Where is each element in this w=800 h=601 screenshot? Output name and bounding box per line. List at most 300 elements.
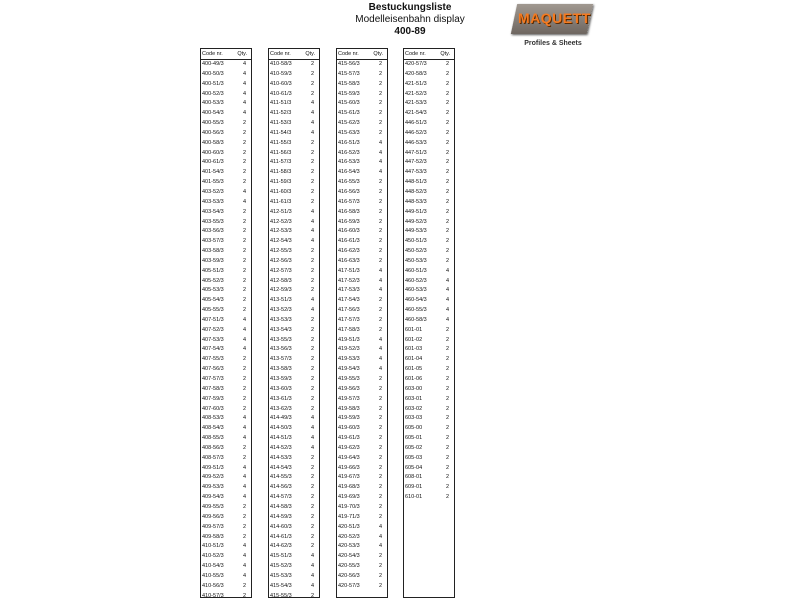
- table-row: [404, 99, 454, 109]
- part-qty: 4: [378, 277, 382, 284]
- part-qty: 4: [242, 188, 246, 195]
- part-code: 449-51/3: [405, 208, 427, 215]
- part-qty: 4: [310, 553, 314, 560]
- part-code: 403-52/3: [202, 188, 224, 195]
- header-qty: Qty.: [305, 51, 315, 57]
- part-code: 417-57/3: [338, 316, 360, 323]
- part-code: 605-02: [405, 444, 423, 451]
- part-code: 403-58/3: [202, 248, 224, 255]
- table-row: [404, 208, 454, 218]
- part-code: 410-61/3: [270, 90, 292, 97]
- part-qty: 4: [242, 90, 246, 97]
- part-code: 601-03: [405, 346, 423, 353]
- part-qty: 2: [310, 366, 314, 373]
- part-qty: 2: [310, 523, 314, 530]
- column-header: [404, 49, 454, 60]
- part-code: 416-57/3: [338, 198, 360, 205]
- part-qty: 2: [310, 326, 314, 333]
- table-row: [201, 336, 251, 346]
- part-code: 419-68/3: [338, 484, 360, 491]
- part-code: 413-54/3: [270, 326, 292, 333]
- part-qty: 4: [310, 415, 314, 422]
- table-row: [269, 375, 319, 385]
- part-qty: 4: [310, 297, 314, 304]
- part-code: 407-53/3: [202, 336, 224, 343]
- part-code: 414-53/3: [270, 454, 292, 461]
- table-row: [201, 208, 251, 218]
- table-row: [337, 70, 387, 80]
- part-qty: 2: [378, 316, 382, 323]
- table-row: [337, 277, 387, 287]
- part-qty: 2: [378, 90, 382, 97]
- table-row: [404, 473, 454, 483]
- part-code: 414-62/3: [270, 543, 292, 550]
- part-qty: 2: [310, 188, 314, 195]
- part-code: 419-60/3: [338, 425, 360, 432]
- part-qty: 2: [242, 179, 246, 186]
- table-row: [269, 188, 319, 198]
- part-qty: 2: [310, 484, 314, 491]
- table-row: [337, 513, 387, 523]
- part-qty: 2: [310, 592, 314, 599]
- part-code: 417-51/3: [338, 267, 360, 274]
- table-row: [404, 286, 454, 296]
- part-qty: 2: [445, 169, 449, 176]
- part-qty: 4: [242, 553, 246, 560]
- part-code: 411-53/3: [270, 120, 292, 127]
- part-qty: 2: [378, 474, 382, 481]
- part-qty: 4: [242, 61, 246, 67]
- part-qty: 2: [445, 494, 449, 501]
- table-row: [269, 405, 319, 415]
- part-code: 410-57/3: [202, 592, 224, 599]
- part-code: 400-54/3: [202, 110, 224, 117]
- part-qty: 2: [445, 179, 449, 186]
- part-code: 415-51/3: [270, 553, 292, 560]
- part-qty: 2: [310, 513, 314, 520]
- table-row: [404, 355, 454, 365]
- part-code: 609-01: [405, 484, 423, 491]
- part-code: 460-54/3: [405, 297, 427, 304]
- table-row: [337, 296, 387, 306]
- part-code: 407-51/3: [202, 316, 224, 323]
- table-row: [201, 326, 251, 336]
- part-code: 410-52/3: [202, 553, 224, 560]
- table-row: [201, 562, 251, 572]
- part-code: 419-53/3: [338, 356, 360, 363]
- part-code: 405-53/3: [202, 287, 224, 294]
- part-qty: 2: [445, 90, 449, 97]
- part-code: 411-57/3: [270, 159, 292, 166]
- table-row: [269, 424, 319, 434]
- part-code: 408-53/3: [202, 415, 224, 422]
- part-qty: 4: [310, 582, 314, 589]
- part-qty: 2: [445, 346, 449, 353]
- part-code: 413-62/3: [270, 405, 292, 412]
- table-row: [201, 473, 251, 483]
- table-row: [201, 109, 251, 119]
- part-code: 415-62/3: [338, 120, 360, 127]
- part-code: 400-58/3: [202, 139, 224, 146]
- table-row: [201, 424, 251, 434]
- part-code: 403-55/3: [202, 218, 224, 225]
- table-row: [269, 168, 319, 178]
- part-qty: 4: [310, 563, 314, 570]
- table-row: [337, 60, 387, 70]
- part-qty: 2: [242, 582, 246, 589]
- part-qty: 2: [242, 228, 246, 235]
- part-code: 410-55/3: [202, 572, 224, 579]
- part-qty: 2: [310, 277, 314, 284]
- part-code: 403-54/3: [202, 208, 224, 215]
- part-qty: 2: [310, 464, 314, 471]
- table-row: [404, 424, 454, 434]
- part-code: 605-04: [405, 464, 423, 471]
- table-row: [201, 70, 251, 80]
- table-row: [337, 473, 387, 483]
- part-qty: 2: [310, 61, 314, 67]
- part-code: 405-54/3: [202, 297, 224, 304]
- table-row: [337, 208, 387, 218]
- table-row: [337, 542, 387, 552]
- part-qty: 2: [445, 228, 449, 235]
- part-code: 407-59/3: [202, 395, 224, 402]
- part-qty: 2: [378, 435, 382, 442]
- part-qty: 4: [242, 425, 246, 432]
- part-qty: 4: [242, 563, 246, 570]
- part-code: 420-58/3: [405, 70, 427, 77]
- part-code: 408-54/3: [202, 425, 224, 432]
- table-row: [269, 277, 319, 287]
- part-qty: 2: [242, 208, 246, 215]
- part-qty: 4: [445, 307, 449, 314]
- table-row: [269, 237, 319, 247]
- part-qty: 4: [242, 415, 246, 422]
- table-row: [404, 60, 454, 70]
- table-row: [269, 395, 319, 405]
- table-row: [201, 375, 251, 385]
- part-qty: 2: [378, 179, 382, 186]
- table-row: [269, 365, 319, 375]
- part-code: 400-61/3: [202, 159, 224, 166]
- part-code: 414-51/3: [270, 435, 292, 442]
- part-qty: 4: [445, 287, 449, 294]
- table-row: [337, 493, 387, 503]
- part-code: 419-64/3: [338, 454, 360, 461]
- column-rows: [269, 60, 319, 601]
- table-row: [404, 247, 454, 257]
- part-qty: 4: [310, 100, 314, 107]
- part-code: 415-52/3: [270, 563, 292, 570]
- part-qty: 2: [310, 287, 314, 294]
- part-qty: 4: [378, 543, 382, 550]
- part-qty: 2: [242, 454, 246, 461]
- part-qty: 2: [378, 513, 382, 520]
- part-code: 414-54/3: [270, 464, 292, 471]
- part-qty: 4: [378, 287, 382, 294]
- part-qty: 2: [310, 248, 314, 255]
- part-qty: 2: [310, 543, 314, 550]
- part-code: 411-51/3: [270, 100, 292, 107]
- header-code: Code nr.: [338, 51, 359, 57]
- part-qty: 2: [445, 70, 449, 77]
- table-row: [337, 188, 387, 198]
- part-qty: 2: [310, 139, 314, 146]
- part-code: 414-57/3: [270, 494, 292, 501]
- part-qty: 2: [310, 336, 314, 343]
- part-code: 420-52/3: [338, 533, 360, 540]
- table-row: [404, 385, 454, 395]
- part-qty: 2: [445, 474, 449, 481]
- column-header: [269, 49, 319, 60]
- part-code: 400-55/3: [202, 120, 224, 127]
- part-qty: 2: [445, 454, 449, 461]
- header-qty: Qty.: [373, 51, 383, 57]
- table-row: [404, 227, 454, 237]
- part-code: 420-57/3: [405, 61, 427, 67]
- part-qty: 2: [378, 572, 382, 579]
- part-qty: 2: [445, 405, 449, 412]
- part-qty: 2: [445, 385, 449, 392]
- part-qty: 2: [310, 356, 314, 363]
- part-code: 407-58/3: [202, 385, 224, 392]
- part-qty: 2: [445, 257, 449, 264]
- table-row: [337, 149, 387, 159]
- table-row: [201, 247, 251, 257]
- table-row: [201, 493, 251, 503]
- table-row: [337, 237, 387, 247]
- part-code: 400-50/3: [202, 70, 224, 77]
- part-qty: 4: [242, 80, 246, 87]
- table-row: [201, 237, 251, 247]
- part-code: 415-57/3: [338, 70, 360, 77]
- part-qty: 2: [242, 139, 246, 146]
- part-code: 420-57/3: [338, 582, 360, 589]
- table-row: [269, 149, 319, 159]
- part-qty: 4: [378, 523, 382, 530]
- part-qty: 2: [445, 198, 449, 205]
- part-code: 415-56/3: [338, 61, 360, 67]
- table-row: [269, 326, 319, 336]
- part-qty: 2: [378, 395, 382, 402]
- part-qty: 2: [242, 159, 246, 166]
- part-code: 416-61/3: [338, 238, 360, 245]
- part-qty: 2: [242, 257, 246, 264]
- part-code: 400-49/3: [202, 61, 224, 67]
- part-code: 413-58/3: [270, 366, 292, 373]
- part-qty: 4: [242, 326, 246, 333]
- part-qty: 2: [378, 100, 382, 107]
- column-header: [337, 49, 387, 60]
- part-qty: 2: [445, 376, 449, 382]
- part-qty: 2: [378, 444, 382, 451]
- table-row: [404, 493, 454, 503]
- part-code: 419-57/3: [338, 395, 360, 402]
- part-qty: 2: [310, 80, 314, 87]
- table-row: [201, 60, 251, 70]
- table-row: [269, 316, 319, 326]
- part-code: 601-06: [405, 376, 423, 382]
- part-qty: 2: [310, 169, 314, 176]
- page-title: Bestuckungsliste: [368, 2, 452, 13]
- parts-column-4: [403, 48, 455, 598]
- table-row: [269, 178, 319, 188]
- part-qty: 2: [378, 563, 382, 570]
- table-row: [201, 345, 251, 355]
- part-code: 415-54/3: [270, 582, 292, 589]
- part-qty: 2: [445, 238, 449, 245]
- part-qty: 2: [310, 405, 314, 412]
- part-code: 601-02: [405, 336, 423, 343]
- part-code: 409-54/3: [202, 494, 224, 501]
- part-code: 414-59/3: [270, 513, 292, 520]
- part-qty: 2: [242, 356, 246, 363]
- part-code: 603-01: [405, 395, 423, 402]
- table-row: [404, 237, 454, 247]
- part-code: 400-60/3: [202, 149, 224, 156]
- part-code: 460-58/3: [405, 316, 427, 323]
- part-code: 414-52/3: [270, 444, 292, 451]
- part-code: 410-54/3: [202, 563, 224, 570]
- part-code: 405-55/3: [202, 307, 224, 314]
- table-row: [337, 158, 387, 168]
- table-row: [404, 129, 454, 139]
- table-row: [201, 316, 251, 326]
- part-code: 407-57/3: [202, 376, 224, 382]
- part-code: 411-54/3: [270, 129, 292, 136]
- part-code: 411-59/3: [270, 179, 292, 186]
- table-row: [404, 405, 454, 415]
- part-qty: 2: [378, 257, 382, 264]
- table-row: [269, 336, 319, 346]
- part-code: 420-53/3: [338, 543, 360, 550]
- table-row: [269, 483, 319, 493]
- table-row: [201, 158, 251, 168]
- part-qty: 4: [378, 169, 382, 176]
- part-qty: 2: [378, 218, 382, 225]
- table-row: [337, 503, 387, 513]
- table-row: [337, 316, 387, 326]
- part-code: 400-52/3: [202, 90, 224, 97]
- part-qty: 4: [310, 444, 314, 451]
- table-row: [201, 306, 251, 316]
- part-qty: 2: [378, 503, 382, 510]
- table-row: [404, 267, 454, 277]
- part-code: 405-52/3: [202, 277, 224, 284]
- part-code: 419-51/3: [338, 336, 360, 343]
- table-row: [404, 198, 454, 208]
- table-row: [201, 129, 251, 139]
- part-qty: 2: [378, 582, 382, 589]
- part-code: 608-01: [405, 474, 423, 481]
- part-qty: 2: [242, 287, 246, 294]
- part-code: 601-05: [405, 366, 423, 373]
- part-qty: 2: [242, 277, 246, 284]
- table-row: [269, 355, 319, 365]
- part-code: 413-61/3: [270, 395, 292, 402]
- part-code: 414-49/3: [270, 415, 292, 422]
- part-qty: 2: [242, 129, 246, 136]
- part-qty: 2: [310, 179, 314, 186]
- table-row: [404, 483, 454, 493]
- part-qty: 2: [445, 464, 449, 471]
- brand-logo: [512, 2, 592, 52]
- part-code: 410-59/3: [270, 70, 292, 77]
- part-qty: 2: [378, 198, 382, 205]
- part-qty: 2: [378, 484, 382, 491]
- table-row: [201, 178, 251, 188]
- part-code: 412-53/3: [270, 228, 292, 235]
- part-qty: 4: [310, 110, 314, 117]
- table-row: [337, 424, 387, 434]
- part-qty: 2: [242, 533, 246, 540]
- table-row: [201, 395, 251, 405]
- part-code: 409-51/3: [202, 464, 224, 471]
- table-row: [337, 168, 387, 178]
- part-code: 411-56/3: [270, 149, 292, 156]
- part-code: 447-51/3: [405, 149, 427, 156]
- table-row: [201, 552, 251, 562]
- part-code: 419-70/3: [338, 503, 360, 510]
- table-row: [269, 493, 319, 503]
- logo-wordmark: MAQUETT: [518, 10, 591, 26]
- table-row: [337, 385, 387, 395]
- part-qty: 2: [378, 248, 382, 255]
- part-code: 403-59/3: [202, 257, 224, 264]
- part-qty: 2: [445, 120, 449, 127]
- table-row: [201, 405, 251, 415]
- table-row: [404, 277, 454, 287]
- part-code: 413-52/3: [270, 307, 292, 314]
- part-qty: 2: [310, 90, 314, 97]
- part-qty: 2: [445, 435, 449, 442]
- part-qty: 4: [378, 159, 382, 166]
- part-qty: 4: [445, 316, 449, 323]
- table-row: [269, 414, 319, 424]
- part-code: 460-55/3: [405, 307, 427, 314]
- part-code: 407-55/3: [202, 356, 224, 363]
- part-qty: 2: [445, 484, 449, 491]
- table-row: [269, 296, 319, 306]
- part-qty: 2: [310, 454, 314, 461]
- part-code: 414-56/3: [270, 484, 292, 491]
- table-row: [269, 129, 319, 139]
- part-code: 605-00: [405, 425, 423, 432]
- part-qty: 2: [242, 523, 246, 530]
- part-qty: 2: [242, 444, 246, 451]
- table-row: [201, 168, 251, 178]
- table-row: [337, 533, 387, 543]
- table-row: [201, 483, 251, 493]
- part-code: 419-58/3: [338, 405, 360, 412]
- part-code: 405-51/3: [202, 267, 224, 274]
- part-qty: 2: [378, 553, 382, 560]
- part-code: 460-52/3: [405, 277, 427, 284]
- part-qty: 2: [378, 120, 382, 127]
- part-code: 414-58/3: [270, 503, 292, 510]
- part-code: 415-58/3: [338, 80, 360, 87]
- part-qty: 2: [445, 100, 449, 107]
- table-row: [201, 198, 251, 208]
- part-qty: 2: [378, 238, 382, 245]
- part-qty: 2: [310, 70, 314, 77]
- table-row: [404, 365, 454, 375]
- part-qty: 2: [445, 395, 449, 402]
- table-row: [404, 257, 454, 267]
- table-row: [337, 109, 387, 119]
- part-code: 420-55/3: [338, 563, 360, 570]
- table-row: [337, 582, 387, 592]
